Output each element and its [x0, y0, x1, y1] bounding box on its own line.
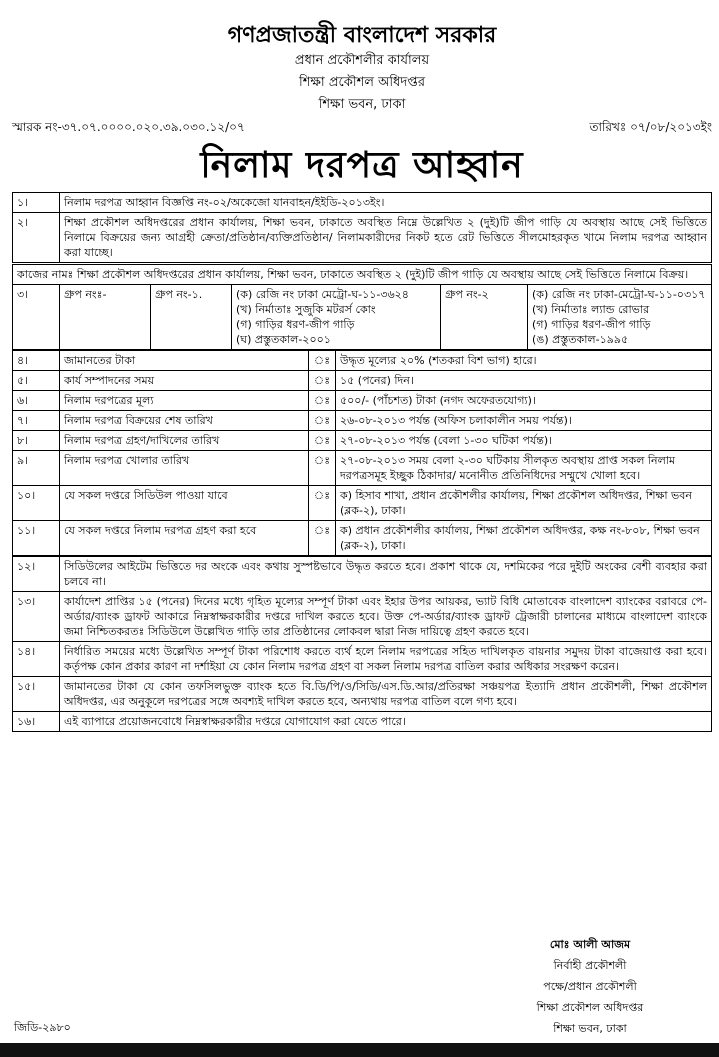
term-row — [13, 677, 712, 712]
term-row — [13, 592, 712, 642]
term-row — [13, 712, 712, 732]
info-colon: ঃ — [309, 486, 336, 521]
term-row — [13, 642, 712, 677]
info-value: উদ্ধৃত মূল্যের ২০% (শতকরা বিশ ভাগ) হারে। — [336, 351, 712, 371]
info-colon: ঃ — [309, 521, 336, 556]
info-label: নিলাম দরপত্র খোলার তারিখ — [60, 451, 309, 486]
info-row — [13, 351, 712, 371]
item-number: ৯। — [13, 451, 60, 486]
item-number: ২। — [13, 213, 60, 264]
info-value: ক) প্রধান প্রকৌশলীর কার্যালয়, শিক্ষা প্রকৌশল অধিদপ্তর, কক্ষ নং-৮০৮, শিক্ষা ভবন (ব্লক-২), ঢাকা। — [336, 521, 712, 556]
info-row — [13, 431, 712, 451]
term-text: নির্ধারিত সময়ের মধ্যে উল্লেখিত সম্পূর্ণ টাকা পরিশোধ করতে ব্যর্থ হলে নিলাম দরপত্রের সহিত দাখিলকৃত বায়নার সমুদয় টাকা বাজেয়াপ্ত করা হবে। কর্তৃপক্ষ কোন প্রকার কারণ না দর্শাইয়া যে কোন নিলাম দরপত্র গ্রহণ বা সকল নিলাম দরপত্র বাতিল করার অধিকার সংরক্ষণ করেন। — [60, 642, 712, 677]
item-number: ৬। — [13, 391, 60, 411]
info-value: ২৬-০৮-২০১৩ পর্যন্ত (অফিস চলাকালীন সময় পর্যন্ত)। — [336, 411, 712, 431]
info-colon: ঃ — [309, 431, 336, 451]
item-text: শিক্ষা প্রকৌশল অধিদপ্তরের প্রধান কার্যালয়, শিক্ষা ভবন, ঢাকাতে অবস্থিত নিম্নে উল্লেখিত ২ (দুই)টি জীপ গাড়ি যে অবস্থায় আছে সেই ভিত্তিতে নিলামে বিক্রয়ের জন্য আগ্রহী ক্রেতা/প্রতিষ্ঠান/ব্যক্তিপ্রতিষ্ঠান/ নিলামকারীদের নিকট হতে রেট ভিত্তিতে সীলমোহরকৃত খামে নিলাম দরপত্র আহ্বান করা যাচ্ছে। — [60, 213, 712, 264]
group-1-maker: (খ) নির্মাতাঃ সুজুকি মটরর্স কোং — [236, 303, 376, 316]
group-1-details — [232, 285, 441, 350]
signatory-on-behalf: পক্ষে/প্রধান প্রকৌশলী — [543, 980, 637, 993]
term-text: সিডিউলের আইটেম ভিত্তিতে দর অংকে এবং কথায় সুস্পষ্টভাবে উদ্ধৃত করতে হবে। প্রকাশ থাকে যে, দশমিকের পরে দুইটি অংকের বেশী ব্যবহার করা চলবে না। — [60, 557, 712, 592]
bottom-bar — [0, 1043, 719, 1057]
item-number: ৫। — [13, 371, 60, 391]
term-text: এই ব্যাপারে প্রয়োজনবোধে নিম্নস্বাক্ষরকারীর দপ্তরে যোগাযোগ করা যেতে পারে। — [60, 712, 712, 732]
reference-row — [12, 118, 712, 136]
intro-row-2 — [13, 213, 712, 264]
gd-code: জিডি-২৯৮০ — [14, 1021, 71, 1034]
group-1-reg: (ক) রেজি নং ঢাকা মেট্রো-ঘ-১১-৩৬২৪ — [236, 288, 409, 301]
info-row — [13, 451, 712, 486]
signatory-department: শিক্ষা প্রকৌশল অধিদপ্তর — [536, 1001, 644, 1014]
item-number: ৪। — [13, 351, 60, 371]
item-number: ১৩। — [13, 592, 60, 642]
term-row — [13, 557, 712, 592]
office-address: শিক্ষা ভবন, ঢাকা — [318, 97, 406, 112]
department-name: শিক্ষা প্রকৌশল অধিদপ্তর — [298, 75, 426, 90]
group-1-year: (ঘ) প্রস্তুতকাল-২০০১ — [236, 333, 331, 346]
info-colon: ঃ — [309, 351, 336, 371]
info-table — [12, 350, 712, 556]
term-text: কার্যাদেশ প্রাপ্তির ১৫ (পনের) দিনের মধ্যে গৃহিত মূল্যের সম্পূর্ণ টাকা এবং ইহার উপর আয়কর, ভ্যাট বিধি মোতাবেক বাংলাদেশ ব্যাংকের বরাবরে পে-অর্ডার/ব্যাংক ড্রাফট আকারে নিম্নস্বাক্ষরকারীর দপ্তরে দাখিল করতে হবে। উক্ত পে-অর্ডার/ব্যাংক ড্রাফট ট্রেজারী চালানের মাধ্যমে বাংলাদেশ ব্যাংকে জমা নিশ্চিতকরতঃ সিডিউলে উল্লেখিত গাড়ি তার প্রতিষ্ঠানের লোকবল দ্বারা নিজ দায়িত্বে গ্রহণ করতে হবে। — [60, 592, 712, 642]
term-text: জামানতের টাকা যে কোন তফসিলভুক্ত ব্যাংক হতে বি.ডি/পি/ও/সিডি/এস.ডি.আর/প্রতিরক্ষা সঞ্চয়পত্র ইত্যাদি প্রধান প্রকৌশলী, শিক্ষা প্রকৌশল অধিদপ্তর, এর অনুকূলে দরপত্রের সঙ্গে অবশ্যই দাখিল করতে হবে, অন্যথায় দরপত্র বাতিল বলে গণ্য হবে। — [60, 677, 712, 712]
group-2-reg: (ক) রেজি নং ঢাকা-মেট্রো-ঘ-১১-০৩১৭ — [532, 288, 706, 301]
group-1-label: গ্রুপ নং-১. — [151, 285, 232, 350]
info-colon: ঃ — [309, 391, 336, 411]
item-number: ১৫। — [13, 677, 60, 712]
notice-table — [12, 192, 712, 350]
intro-row-1 — [13, 193, 712, 213]
government-name: গণপ্রজাতন্ত্রী বাংলাদেশ সরকার — [227, 23, 497, 48]
item-number: ৭। — [13, 411, 60, 431]
item-text: নিলাম দরপত্র আহ্বান বিজ্ঞপ্তি নং-০২/অকেজো যানবাহন/ইইডি-২০১৩ইং। — [60, 193, 712, 213]
info-label: নিলাম দরপত্র গ্রহণ/দাখিলের তারিখ — [60, 431, 309, 451]
memo-number: স্মারক নং-৩৭.০৭.০০০০.০২০.৩৯.০৩০.১২/০৭ — [12, 120, 245, 134]
info-colon: ঃ — [309, 411, 336, 431]
info-row — [13, 411, 712, 431]
group-2-year: (ঙ) প্রস্তুতকাল-১৯৯৫ — [532, 333, 629, 346]
info-value: ৫০০/- (পাঁচশত) টাকা (নগদ অফেরতযোগ্য)। — [336, 391, 712, 411]
item-number: ১। — [13, 193, 60, 213]
info-value: ক) হিসাব শাখা, প্রধান প্রকৌশলীর কার্যালয়, শিক্ষা প্রকৌশল অধিদপ্তর, শিক্ষা ভবন (ব্লক-২), ঢাকা। — [336, 486, 712, 521]
item-number: ১২। — [13, 557, 60, 592]
group-2-label: গ্রুপ নং-২ — [441, 285, 528, 350]
signature-block — [470, 934, 710, 1039]
item-number: ১৬। — [13, 712, 60, 732]
groups-row — [13, 285, 712, 350]
info-value: ১৫ (পনের) দিন। — [336, 371, 712, 391]
terms-table — [12, 556, 712, 732]
group-label: গ্রুপ নংঃ- — [60, 285, 151, 350]
notice-page — [12, 0, 712, 732]
notice-date: তারিখঃ ০৭/০৮/২০১৩ইং — [589, 120, 712, 134]
work-name-row — [13, 264, 712, 285]
info-label: নিলাম দরপত্রের মূল্য — [60, 391, 309, 411]
info-value: ২৭-০৮-২০১৩ পর্যন্ত (বেলা ১-৩০ ঘটিকা পর্যন্ত)। — [336, 431, 712, 451]
item-number: ১৪। — [13, 642, 60, 677]
info-row — [13, 371, 712, 391]
group-1-type: (গ) গাড়ির ধরণ-জীপ গাড়ি — [236, 318, 355, 331]
item-number: ৮। — [13, 431, 60, 451]
signatory-address: শিক্ষা ভবন, ঢাকা — [553, 1022, 627, 1035]
work-name: কাজের নামঃ শিক্ষা প্রকৌশল অধিদপ্তরের প্রধান কার্যালয়, শিক্ষা ভবন, ঢাকাতে অবস্থিত ২ (দুই)টি জীপ গাড়ি যে অবস্থায় আছে সেই ভিত্তিতে নিলামে বিক্রয়। — [13, 264, 712, 285]
group-2-details — [528, 285, 712, 350]
signatory-designation: নির্বাহী প্রকৌশলী — [553, 959, 627, 972]
office-name: প্রধান প্রকৌশলীর কার্যালয় — [294, 53, 430, 68]
item-number: ৩। — [13, 285, 60, 350]
info-row — [13, 486, 712, 521]
item-number: ১১। — [13, 521, 60, 556]
info-label: যে সকল দপ্তরে নিলাম দরপত্র গ্রহণ করা হবে — [60, 521, 309, 556]
info-label: নিলাম দরপত্র বিক্রয়ের শেষ তারিখ — [60, 411, 309, 431]
info-row — [13, 521, 712, 556]
item-number: ১০। — [13, 486, 60, 521]
group-2-maker: (খ) নির্মাতাঃ ল্যান্ড রোভার — [532, 303, 650, 316]
letterhead — [12, 22, 712, 116]
info-value: ২৭-০৮-২০১৩ সময় বেলা ২-৩০ ঘটিকায় সীলকৃত অবস্থায় প্রাপ্ত সকল নিলাম দরপত্রসমূহ ইচ্ছুক ঠিকাদার/ মনোনীত প্রতিনিধিদের সম্মুখে খোলা হবে। — [336, 451, 712, 486]
info-colon: ঃ — [309, 451, 336, 486]
group-2-type: (গ) গাড়ির ধরণ-জীপ গাড়ি — [532, 318, 651, 331]
info-colon: ঃ — [309, 371, 336, 391]
info-row — [13, 391, 712, 411]
info-label: যে সকল দপ্তরে সিডিউল পাওয়া যাবে — [60, 486, 309, 521]
signatory-name: মোঃ আলী আজম — [549, 938, 631, 951]
info-label: জামানতের টাকা — [60, 351, 309, 371]
notice-title: নিলাম দরপত্র আহ্বান — [200, 145, 524, 186]
info-label: কার্য সম্পাদনের সময় — [60, 371, 309, 391]
